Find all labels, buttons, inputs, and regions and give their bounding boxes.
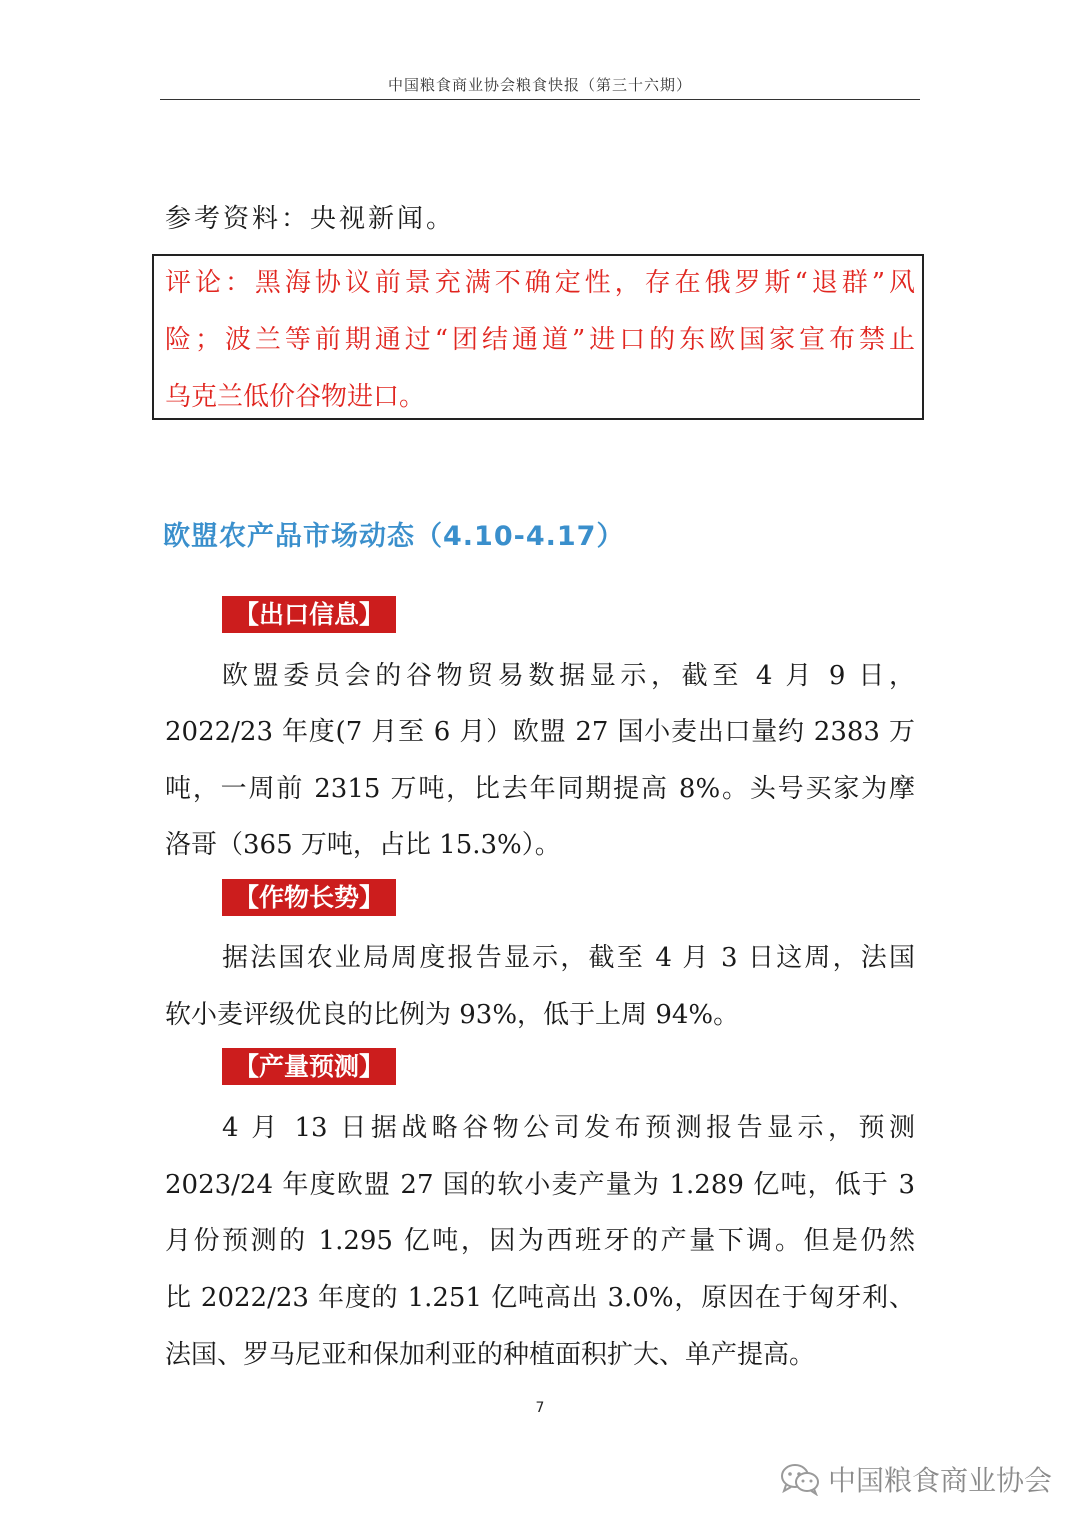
paragraph-line: 据法国农业局周度报告显示，截至 4 月 3 日这周，法国: [222, 943, 915, 973]
paragraph-line: 洛哥（365 万吨，占比 15.3%）。: [165, 830, 561, 860]
paragraph-line: 2022/23 年度(7 月至 6 月）欧盟 27 国小麦出口量约 2383 万: [165, 717, 915, 747]
section-title: 欧盟农产品市场动态（4.10-4.17）: [163, 521, 625, 552]
comment-line: 险；波兰等前期通过“团结通道”进口的东欧国家宣布禁止: [165, 325, 915, 355]
tag-production-forecast: 【产量预测】: [222, 1048, 396, 1085]
tag-export-info: 【出口信息】: [222, 596, 396, 633]
watermark-text: 中国粮食商业协会: [828, 1464, 1053, 1497]
tag-crop-condition: 【作物长势】: [222, 879, 396, 916]
page-number: 7: [535, 1400, 545, 1416]
reference-source: 参考资料：央视新闻。: [165, 204, 456, 234]
paragraph-line: 比 2022/23 年度的 1.251 亿吨高出 3.0%，原因在于匈牙利、: [165, 1283, 915, 1313]
paragraph-line: 软小麦评级优良的比例为 93%，低于上周 94%。: [165, 1000, 740, 1030]
paragraph-line: 吨，一周前 2315 万吨，比去年同期提高 8%。头号买家为摩: [165, 774, 915, 804]
header-divider: [160, 99, 920, 100]
paragraph-line: 月份预测的 1.295 亿吨，因为西班牙的产量下调。但是仍然: [165, 1226, 915, 1256]
paragraph-line: 欧盟委员会的谷物贸易数据显示，截至 4 月 9 日，: [222, 661, 915, 691]
page-header: 中国粮食商业协会粮食快报（第三十六期）: [387, 76, 692, 94]
watermark: [780, 1459, 1052, 1499]
comment-line: 乌克兰低价谷物进口。: [165, 382, 426, 412]
paragraph-line: 法国、罗马尼亚和保加利亚的种植面积扩大、单产提高。: [165, 1340, 816, 1370]
paragraph-line: 4 月 13 日据战略谷物公司发布预测报告显示，预测: [222, 1113, 915, 1143]
wechat-icon: [780, 1462, 820, 1496]
paragraph-line: 2023/24 年度欧盟 27 国的软小麦产量为 1.289 亿吨，低于 3: [165, 1170, 915, 1200]
comment-line: 评论：黑海协议前景充满不确定性，存在俄罗斯“退群”风: [165, 268, 915, 298]
